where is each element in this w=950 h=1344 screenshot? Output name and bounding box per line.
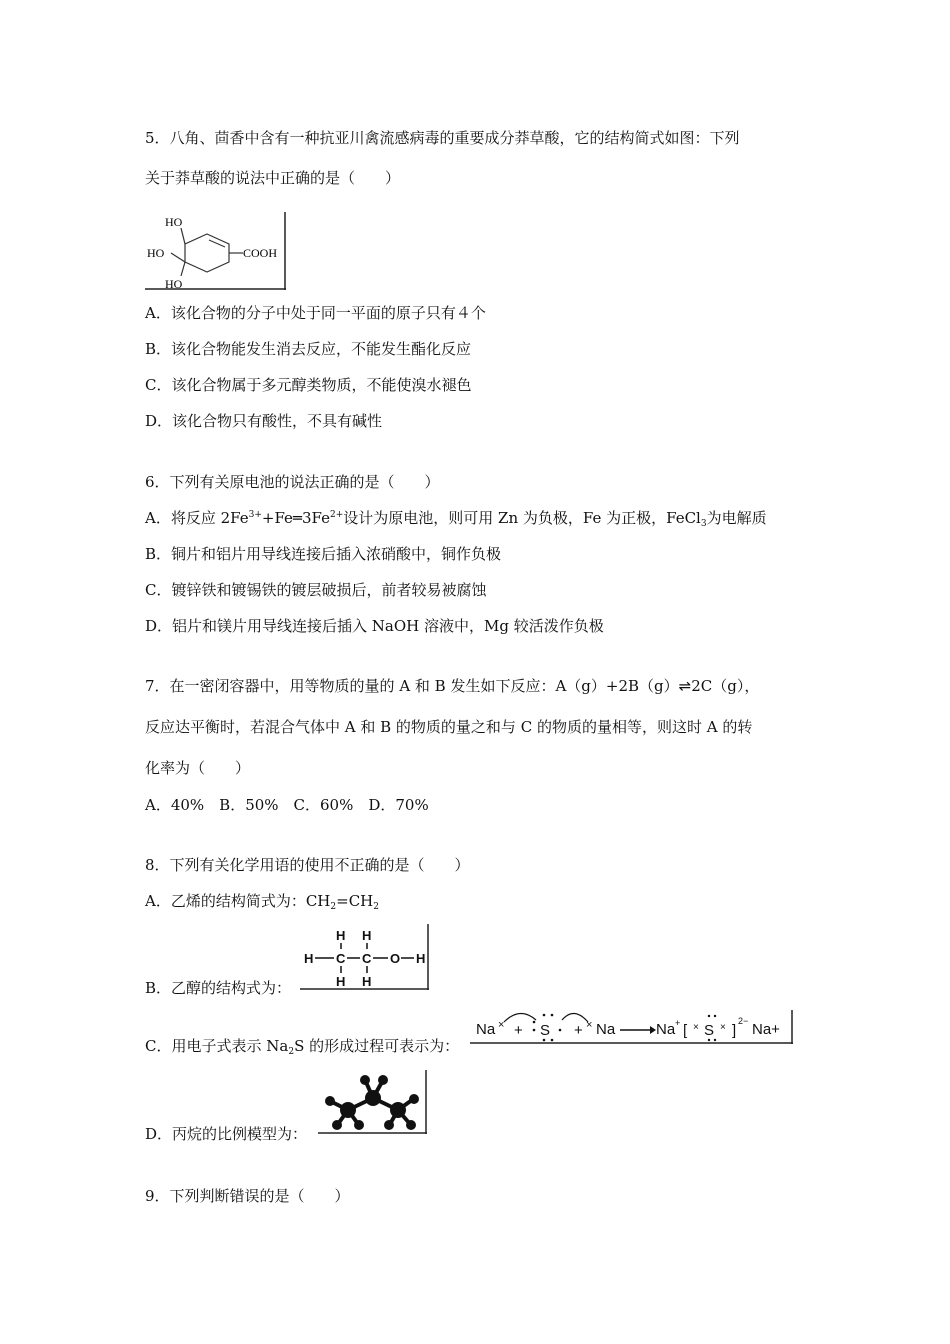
na2s-electron-formation-figure: [470, 1010, 796, 1048]
svg-text:]: ]: [732, 1022, 737, 1039]
q7-stem-line3: 化率为（ ）: [145, 759, 251, 777]
q5-option-d: D．该化合物只有酸性，不具有碱性: [145, 412, 383, 430]
sulfide-charge: 2−: [738, 1016, 749, 1026]
svg-text:×: ×: [720, 1022, 726, 1033]
ethanol-h1: H: [336, 928, 346, 943]
q8-option-b: B．乙醇的结构式为：: [145, 979, 292, 997]
ethanol-h2: H: [362, 928, 372, 943]
q9-stem: 9．下列判断错误的是（ ）: [145, 1187, 350, 1205]
q7-options: A．40% B．50% C．60% D．70%: [145, 796, 429, 814]
propane-space-filling-model: [318, 1070, 430, 1136]
ho-label-top: HO: [165, 215, 183, 229]
svg-text:×: ×: [693, 1022, 699, 1033]
q8-stem: 8．下列有关化学用语的使用不正确的是（ ）: [145, 856, 470, 874]
q5-option-b: B．该化合物能发生消去反应，不能发生酯化反应: [145, 340, 472, 358]
ethanol-structural-formula: [300, 922, 432, 992]
q8-option-d: D．丙烷的比例模型为：: [145, 1125, 308, 1143]
q6-option-d: D．铝片和镁片用导线连接后插入 NaOH 溶液中，Mg 较活泼作负极: [145, 617, 604, 635]
q5-stem-line1: 5．八角、茴香中含有一种抗亚川禽流感病毒的重要成分莽草酸，它的结构简式如图：下列: [145, 129, 740, 147]
svg-text:+: +: [675, 1018, 681, 1028]
ethanol-h4: H: [416, 951, 426, 966]
q8-option-c: C．用电子式表示 $Na_2S$ 的形成过程可表示为：: [145, 1037, 460, 1057]
q7-stem-line1: 7．在一密闭容器中，用等物质的量的 A 和 B 发生如下反应：A（g）+2B（g）⇌2C（g），: [145, 677, 760, 695]
q6-option-c: C．镀锌铁和镀锡铁的镀层破损后，前者较易被腐蚀: [145, 581, 487, 599]
na-right: Na: [596, 1021, 616, 1038]
na-plus-right: Na+: [752, 1021, 780, 1038]
equilibrium-arrow-icon: ⇌: [678, 677, 692, 695]
q8-option-a: A．乙烯的结构简式为：$CH_2=CH_2$: [145, 892, 380, 912]
svg-text:Na: Na: [656, 1021, 676, 1038]
q6-option-a: A．将反应 $2Fe^{3+}+Fe═3Fe^{2+}$设计为原电池，则可用 Zn 为负极，Fe 为正极，FeCl$_3$为电解质: [145, 509, 767, 529]
ethanol-h3: H: [304, 951, 314, 966]
plus-2: +: [574, 1022, 583, 1039]
ho-label-mid: HO: [147, 246, 165, 260]
q5-option-a: A．该化合物的分子中处于同一平面的原子只有４个: [145, 304, 486, 322]
q7-stem-line2: 反应达平衡时，若混合气体中 A 和 B 的物质的量之和与 C 的物质的量相等，则这时 A 的转: [145, 718, 753, 736]
ho-label-bottom: HO: [165, 277, 183, 290]
q6-stem: 6．下列有关原电池的说法正确的是（ ）: [145, 473, 440, 491]
svg-text:×: ×: [498, 1019, 505, 1031]
plus-1: +: [514, 1022, 523, 1039]
ethanol-c2: C: [362, 951, 372, 966]
svg-text:×: ×: [586, 1019, 593, 1031]
ethanol-h5: H: [336, 974, 346, 989]
sulfur: S: [540, 1022, 551, 1039]
ethanol-o: O: [390, 951, 401, 966]
svg-text:[: [: [683, 1022, 688, 1039]
svg-text:S: S: [704, 1022, 715, 1039]
q6-option-b: B．铜片和铝片用导线连接后插入浓硝酸中，铜作负极: [145, 545, 502, 563]
q5-option-c: C．该化合物属于多元醇类物质，不能使溴水褪色: [145, 376, 472, 394]
shikimic-acid-structure-figure: [145, 210, 290, 290]
ethanol-h6: H: [362, 974, 372, 989]
q5-stem-line2: 关于莽草酸的说法中正确的是（ ）: [145, 169, 401, 187]
cooh-label: COOH: [243, 246, 278, 260]
ethanol-c1: C: [336, 951, 346, 966]
na-left: Na: [476, 1021, 496, 1038]
